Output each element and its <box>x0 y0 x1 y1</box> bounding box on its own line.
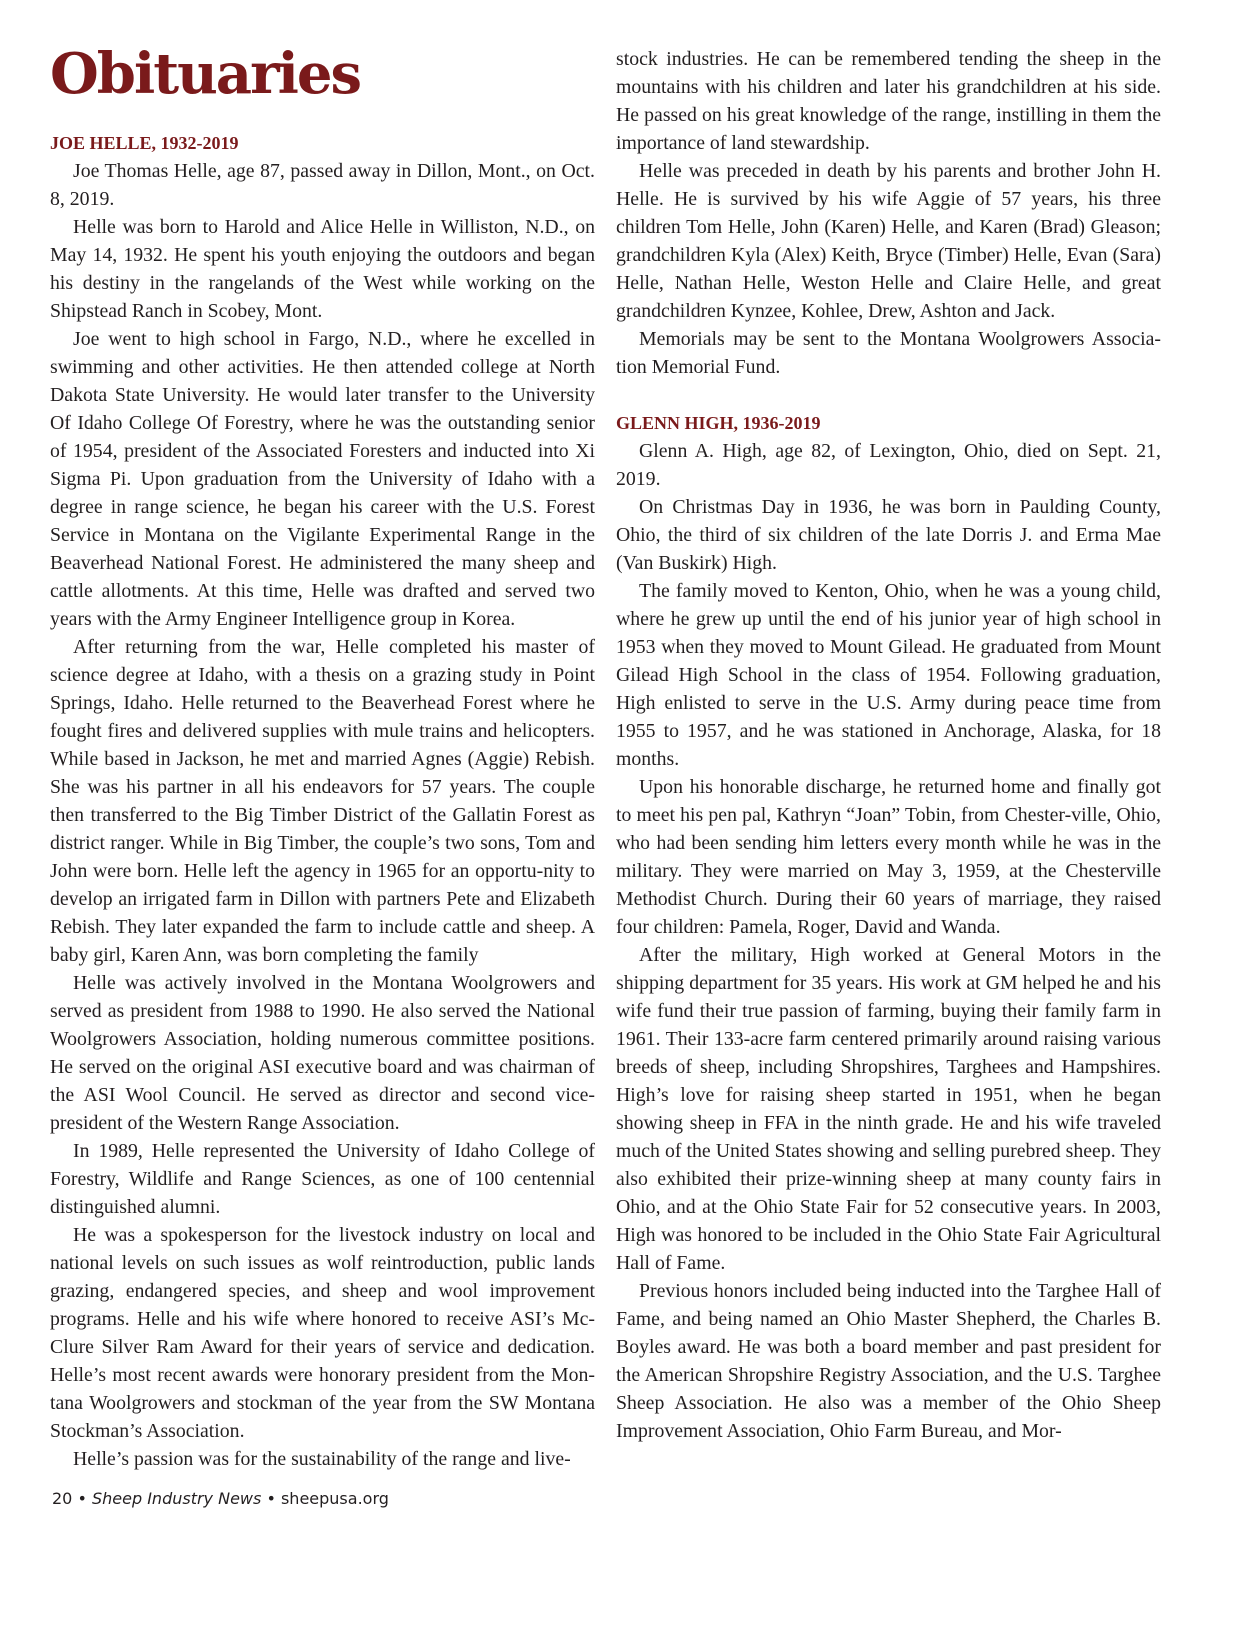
left-column <box>50 129 595 1473</box>
obituary-paragraph: Previous honors included being inducted into the Targhee Hall of Fame, and being named an Ohio Master Shepherd, the Charles B. Boyles award. He was both a board member and past president for the American Shropshire Registry Association, and the U.S. Targhee Sheep Association. He also was a member of the Ohio Sheep Improvement Association, Ohio Farm Bureau, and Mor- <box>616 1280 1161 1442</box>
page-footer <box>52 1488 389 1510</box>
publication-name: Sheep Industry News <box>91 1489 262 1508</box>
website-link[interactable]: sheepusa.org <box>280 1489 389 1508</box>
obituary-heading-joe-helle: JOE HELLE, 1932-2019 <box>50 133 239 153</box>
obituary-paragraph: After returning from the war, Helle completed his master of science degree at Idaho, with a thesis on a grazing study in Point Springs, Idaho. Helle returned to the Beaverhead Forest where he fought fires and delivered supplies with mule trains and helicopters. While based in Jackson, he met and married Agnes (Aggie) Rebish. She was his partner in all his endeavors for 57 years. The couple then transferred to the Big Timber District of the Gallatin Forest as district ranger. While in Big Timber, the couple’s two sons, Tom and John were born. Helle left the agency in 1965 for an opportu-nity to develop an irrigated farm in Dillon with partners Pete and Elizabeth Rebish. They later expanded the farm to include cattle and sheep. A baby girl, Karen Ann, was born completing the family <box>50 636 595 966</box>
obituary-paragraph: In 1989, Helle represented the University of Idaho College of Forestry, Wildlife and Range Sciences, as one of 100 centennial distinguished alumni. <box>50 1140 595 1218</box>
right-column <box>616 45 1161 1445</box>
obituary-paragraph: He was a spokesperson for the livestock industry on local and national levels on such issues as wolf reintroduction, public lands grazing, endangered species, and sheep and wool improvement programs. Helle and his wife where honored to receive ASI’s Mc-Clure Silver Ram Award for their years of service and dedication. Helle’s most recent awards were honorary president from the Mon-tana Woolgrowers and stockman of the year from the SW Montana Stockman’s Association. <box>50 1224 595 1442</box>
page-number: 20 <box>52 1489 73 1508</box>
obituary-paragraph: Upon his honorable discharge, he returned home and finally got to meet his pen pal, Kathryn “Joan” Tobin, from Chester-ville, Ohio, who had been sending him letters every month while he was in the military. They were married on May 3, 1959, at the Chesterville Methodist Church. During their 60 years of marriage, they raised four children: Pamela, Roger, David and Wanda. <box>616 776 1161 938</box>
obituary-paragraph: Helle’s passion was for the sustainability of the range and live- <box>73 1448 571 1470</box>
obituary-paragraph: The family moved to Kenton, Ohio, when he was a young child, where he grew up until the end of his junior year of high school in 1953 when they moved to Mount Gilead. He graduated from Mount Gilead High School in the class of 1954. Following graduation, High enlisted to serve in the U.S. Army during peace time from 1955 to 1957, and he was stationed in Anchorage, Alaska, for 18 months. <box>616 580 1161 770</box>
obituary-paragraph: Helle was born to Harold and Alice Helle in Williston, N.D., on May 14, 1932. He spent his youth enjoying the outdoors and began his destiny in the rangelands of the West while working on the Shipstead Ranch in Scobey, Mont. <box>50 216 595 322</box>
obituary-paragraph: Memorials may be sent to the Montana Woolgrowers Associa-tion Memorial Fund. <box>616 328 1161 378</box>
obituary-paragraph: On Christmas Day in 1936, he was born in Paulding County, Ohio, the third of six children of the late Dorris J. and Erma Mae (Van Buskirk) High. <box>616 496 1161 574</box>
obituary-paragraph: After the military, High worked at General Motors in the shipping department for 35 years. His work at GM helped he and his wife fund their true passion of farming, buying their family farm in 1961. Their 133-acre farm centered primarily around raising various breeds of sheep, including Shropshires, Targhees and Hampshires. High’s love for raising sheep started in 1951, when he began showing sheep in FFA in the ninth grade. He and his wife traveled much of the United States showing and selling purebred sheep. They also exhibited their prize-winning sheep at many county fairs in Ohio, and at the Ohio State Fair for 52 consecutive years. In 2003, High was honored to be included in the Ohio State Fair Agricultural Hall of Fame. <box>616 944 1161 1274</box>
obituary-paragraph: Joe went to high school in Fargo, N.D., where he excelled in swimming and other activities. He then attended college at North Dakota State University. He would later transfer to the University Of Idaho College Of Forestry, where he was the outstanding senior of 1954, president of the Associated Foresters and inducted into Xi Sigma Pi. Upon graduation from the University of Idaho with a degree in range science, he began his career with the U.S. Forest Service in Montana on the Vigilante Experimental Range in the Beaverhead National Forest. He administered the many sheep and cattle allotments. At this time, Helle was drafted and served two years with the Army Engineer Intelligence group in Korea. <box>50 328 595 630</box>
footer-separator: • <box>266 1489 276 1508</box>
obituary-paragraph-continued: stock industries. He can be remembered tending the sheep in the mountains with his children and later his grandchildren at his side. He passed on his great knowledge of the range, instilling in them the importance of land stewardship. <box>616 48 1161 154</box>
obituary-heading-glenn-high: GLENN HIGH, 1936-2019 <box>616 413 821 433</box>
obituary-paragraph: Helle was actively involved in the Montana Woolgrowers and served as president from 1988 to 1990. He also served the National Woolgrowers Association, holding numerous committee positions. He served on the original ASI executive board and was chairman of the ASI Wool Council. He served as director and second vice-president of the Western Range Association. <box>50 972 595 1134</box>
obituary-paragraph: Helle was preceded in death by his parents and brother John H. Helle. He is survived by his wife Aggie of 57 years, his three children Tom Helle, John (Karen) Helle, and Karen (Brad) Gleason; grandchildren Kyla (Alex) Keith, Bryce (Timber) Helle, Evan (Sara) Helle, Nathan Helle, Weston Helle and Claire Helle, and great grandchildren Kynzee, Kohlee, Drew, Ashton and Jack. <box>616 160 1161 322</box>
footer-separator: • <box>77 1489 87 1508</box>
obituary-paragraph: Joe Thomas Helle, age 87, passed away in Dillon, Mont., on Oct. 8, 2019. <box>50 160 595 210</box>
page-title: Obituaries <box>50 41 361 107</box>
obituary-paragraph: Glenn A. High, age 82, of Lexington, Ohio, died on Sept. 21, 2019. <box>616 440 1161 490</box>
